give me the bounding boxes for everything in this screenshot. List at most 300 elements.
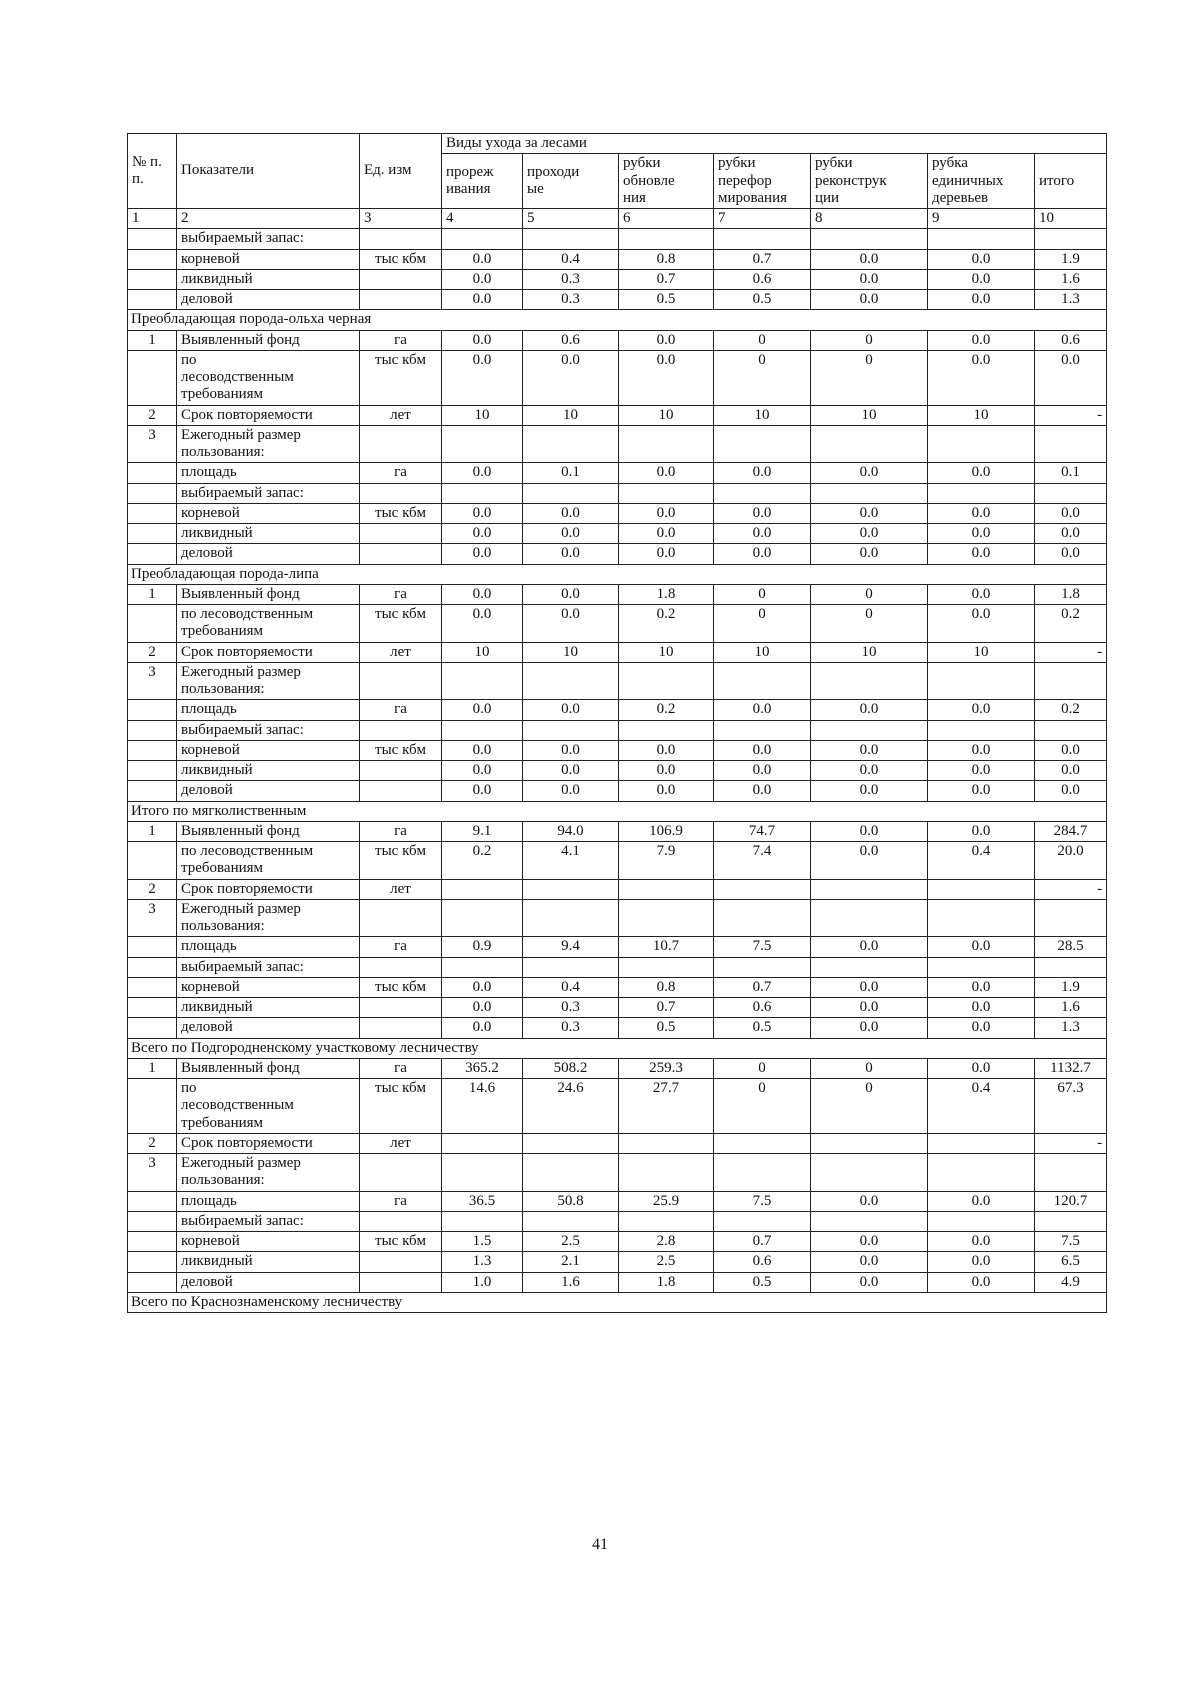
table-row xyxy=(128,584,1107,604)
table-row xyxy=(128,605,1107,643)
value-cell: 0.0 xyxy=(523,781,619,801)
table-header-row xyxy=(128,134,1107,154)
value-cell xyxy=(811,957,928,977)
column-number: 2 xyxy=(177,209,360,229)
unit-cell xyxy=(360,544,442,564)
indicator-cell: Срок повторяемости xyxy=(177,879,360,899)
value-cell: 0.0 xyxy=(442,350,523,405)
value-cell xyxy=(619,483,714,503)
value-cell: 0.1 xyxy=(1035,463,1107,483)
indicator-cell: ликвидный xyxy=(177,998,360,1018)
row-number xyxy=(128,1018,177,1038)
indicator-cell: ликвидный xyxy=(177,269,360,289)
table-row xyxy=(128,740,1107,760)
unit-cell: га xyxy=(360,937,442,957)
value-cell: 0 xyxy=(811,1058,928,1078)
value-cell: 7.9 xyxy=(619,842,714,880)
indicator-cell: площадь xyxy=(177,463,360,483)
table-row xyxy=(128,483,1107,503)
value-cell: 0.4 xyxy=(928,842,1035,880)
value-cell xyxy=(811,720,928,740)
value-cell: 0.0 xyxy=(619,330,714,350)
value-cell: 0.0 xyxy=(811,740,928,760)
value-cell: - xyxy=(1035,642,1107,662)
table-row xyxy=(128,269,1107,289)
table-row xyxy=(128,463,1107,483)
unit-cell xyxy=(360,1154,442,1192)
value-cell: 0.2 xyxy=(442,842,523,880)
table-row xyxy=(128,425,1107,463)
value-cell: 0.0 xyxy=(442,269,523,289)
value-cell: 0.0 xyxy=(442,463,523,483)
value-cell: 0.0 xyxy=(928,605,1035,643)
value-cell xyxy=(928,1154,1035,1192)
row-number xyxy=(128,463,177,483)
unit-cell: тыс кбм xyxy=(360,740,442,760)
indicator-cell: ликвидный xyxy=(177,761,360,781)
value-cell: 0.0 xyxy=(928,503,1035,523)
value-cell: 0.0 xyxy=(523,350,619,405)
value-cell: 0 xyxy=(714,1079,811,1134)
table-row xyxy=(128,290,1107,310)
value-cell xyxy=(442,1133,523,1153)
row-number xyxy=(128,503,177,523)
value-cell: 10 xyxy=(442,642,523,662)
row-number: 2 xyxy=(128,879,177,899)
value-cell: 0.0 xyxy=(442,249,523,269)
value-cell: 1.3 xyxy=(442,1252,523,1272)
value-cell xyxy=(928,1133,1035,1153)
value-cell: 0.5 xyxy=(619,290,714,310)
column-number: 9 xyxy=(928,209,1035,229)
value-cell xyxy=(619,1154,714,1192)
value-cell xyxy=(442,1154,523,1192)
table-row xyxy=(128,229,1107,249)
indicator-cell: выбираемый запас: xyxy=(177,720,360,740)
value-cell: 0.7 xyxy=(714,977,811,997)
value-cell xyxy=(1035,662,1107,700)
unit-cell xyxy=(360,524,442,544)
value-cell: 0.0 xyxy=(811,1232,928,1252)
value-cell xyxy=(928,662,1035,700)
value-cell: 0.0 xyxy=(619,740,714,760)
page-number: 41 xyxy=(592,1536,608,1553)
value-cell: 0.0 xyxy=(928,1018,1035,1038)
table-row xyxy=(128,330,1107,350)
unit-cell: га xyxy=(360,463,442,483)
section-heading: Всего по Краснознаменскому лесничеству xyxy=(128,1292,1107,1312)
row-number xyxy=(128,937,177,957)
value-cell xyxy=(442,483,523,503)
value-cell: 0 xyxy=(811,584,928,604)
row-number xyxy=(128,700,177,720)
value-cell: 24.6 xyxy=(523,1079,619,1134)
unit-cell xyxy=(360,998,442,1018)
indicator-cell: деловой xyxy=(177,1018,360,1038)
value-cell: 10.7 xyxy=(619,937,714,957)
table-row xyxy=(128,1079,1107,1134)
value-cell: 0.0 xyxy=(619,544,714,564)
column-number: 1 xyxy=(128,209,177,229)
row-number xyxy=(128,544,177,564)
row-number xyxy=(128,740,177,760)
value-cell: 0.0 xyxy=(811,761,928,781)
value-cell: 4.1 xyxy=(523,842,619,880)
value-cell: 0 xyxy=(714,330,811,350)
value-cell: 0.0 xyxy=(928,290,1035,310)
value-cell: 0.0 xyxy=(1035,781,1107,801)
value-cell xyxy=(714,1154,811,1192)
value-cell: 0.7 xyxy=(714,249,811,269)
unit-cell: лет xyxy=(360,1133,442,1153)
value-cell: 10 xyxy=(811,642,928,662)
value-cell: 20.0 xyxy=(1035,842,1107,880)
value-cell: 2.5 xyxy=(523,1232,619,1252)
table-row xyxy=(128,1232,1107,1252)
value-cell: - xyxy=(1035,1133,1107,1153)
value-cell: 0.0 xyxy=(928,1252,1035,1272)
column-number: 5 xyxy=(523,209,619,229)
value-cell: 0.0 xyxy=(442,977,523,997)
unit-cell xyxy=(360,483,442,503)
table-row xyxy=(128,503,1107,523)
value-cell: 0.0 xyxy=(811,269,928,289)
value-cell: 0.4 xyxy=(523,249,619,269)
value-cell xyxy=(811,483,928,503)
value-cell: 0.0 xyxy=(928,1191,1035,1211)
value-cell: 10 xyxy=(811,405,928,425)
unit-cell xyxy=(360,1018,442,1038)
value-cell: 0.0 xyxy=(619,761,714,781)
unit-cell: тыс кбм xyxy=(360,1232,442,1252)
value-cell: 0.6 xyxy=(1035,330,1107,350)
table-row xyxy=(128,544,1107,564)
table-row xyxy=(128,1272,1107,1292)
value-cell: 1.9 xyxy=(1035,977,1107,997)
value-cell: 0.0 xyxy=(442,781,523,801)
table-row xyxy=(128,249,1107,269)
value-cell: 0 xyxy=(714,1058,811,1078)
value-cell xyxy=(523,483,619,503)
header-col: проходи ые xyxy=(523,154,619,209)
value-cell: 0.0 xyxy=(442,330,523,350)
table-row xyxy=(128,781,1107,801)
value-cell: 1.8 xyxy=(619,1272,714,1292)
value-cell: 10 xyxy=(928,405,1035,425)
value-cell: 259.3 xyxy=(619,1058,714,1078)
table-row xyxy=(128,977,1107,997)
unit-cell xyxy=(360,290,442,310)
value-cell: 0.5 xyxy=(619,1018,714,1038)
value-cell xyxy=(523,1133,619,1153)
indicator-cell: Срок повторяемости xyxy=(177,1133,360,1153)
table-row xyxy=(128,821,1107,841)
value-cell: 10 xyxy=(619,405,714,425)
indicator-cell: по лесоводственным требованиям xyxy=(177,350,360,405)
table-row xyxy=(128,700,1107,720)
value-cell: 0.0 xyxy=(442,761,523,781)
value-cell: 0.0 xyxy=(811,503,928,523)
value-cell xyxy=(442,229,523,249)
column-number: 6 xyxy=(619,209,714,229)
value-cell: 0.0 xyxy=(928,463,1035,483)
value-cell: 0 xyxy=(714,605,811,643)
indicator-cell: деловой xyxy=(177,781,360,801)
unit-cell: тыс кбм xyxy=(360,842,442,880)
value-cell: 0.0 xyxy=(811,842,928,880)
unit-cell xyxy=(360,229,442,249)
value-cell: 0.0 xyxy=(928,1272,1035,1292)
header-col: рубки обновле ния xyxy=(619,154,714,209)
value-cell: 7.4 xyxy=(714,842,811,880)
forest-care-table xyxy=(127,133,1107,1313)
value-cell: 0.0 xyxy=(714,463,811,483)
value-cell: 0.0 xyxy=(523,584,619,604)
row-number xyxy=(128,998,177,1018)
value-cell: 4.9 xyxy=(1035,1272,1107,1292)
value-cell: 0.0 xyxy=(1035,503,1107,523)
table-row xyxy=(128,937,1107,957)
value-cell: 1.3 xyxy=(1035,1018,1107,1038)
value-cell xyxy=(523,662,619,700)
indicator-cell: ликвидный xyxy=(177,524,360,544)
row-number: 2 xyxy=(128,1133,177,1153)
indicator-cell: Срок повторяемости xyxy=(177,642,360,662)
value-cell: 9.4 xyxy=(523,937,619,957)
value-cell: 0.0 xyxy=(928,761,1035,781)
header-col: рубка единичных деревьев xyxy=(928,154,1035,209)
row-number xyxy=(128,1079,177,1134)
value-cell: 2.1 xyxy=(523,1252,619,1272)
section-heading: Преобладающая порода-липа xyxy=(128,564,1107,584)
value-cell: 0.0 xyxy=(442,503,523,523)
value-cell: 0.0 xyxy=(619,524,714,544)
value-cell xyxy=(714,1211,811,1231)
value-cell: 0 xyxy=(811,605,928,643)
value-cell: - xyxy=(1035,405,1107,425)
value-cell: 0.6 xyxy=(523,330,619,350)
unit-cell xyxy=(360,662,442,700)
table-row xyxy=(128,1191,1107,1211)
value-cell: 120.7 xyxy=(1035,1191,1107,1211)
value-cell xyxy=(523,1154,619,1192)
unit-cell xyxy=(360,899,442,937)
value-cell xyxy=(442,425,523,463)
value-cell: 1.8 xyxy=(619,584,714,604)
unit-cell: тыс кбм xyxy=(360,605,442,643)
row-number xyxy=(128,249,177,269)
indicator-cell: площадь xyxy=(177,937,360,957)
value-cell: 0.2 xyxy=(619,700,714,720)
header-indicator: Показатели xyxy=(177,134,360,209)
table-row xyxy=(128,524,1107,544)
value-cell: 0.0 xyxy=(811,821,928,841)
value-cell: 2.5 xyxy=(619,1252,714,1272)
row-number xyxy=(128,1272,177,1292)
value-cell xyxy=(928,957,1035,977)
value-cell: 0.0 xyxy=(928,249,1035,269)
value-cell xyxy=(442,1211,523,1231)
value-cell xyxy=(928,483,1035,503)
value-cell: 0.6 xyxy=(714,998,811,1018)
value-cell: 0.5 xyxy=(714,1018,811,1038)
value-cell: 1132.7 xyxy=(1035,1058,1107,1078)
row-number xyxy=(128,1211,177,1231)
header-group: Виды ухода за лесами xyxy=(442,134,1107,154)
value-cell: 0.6 xyxy=(714,1252,811,1272)
value-cell: 10 xyxy=(523,405,619,425)
value-cell xyxy=(523,1211,619,1231)
row-number xyxy=(128,1191,177,1211)
unit-cell: тыс кбм xyxy=(360,249,442,269)
unit-cell: га xyxy=(360,821,442,841)
value-cell: 50.8 xyxy=(523,1191,619,1211)
indicator-cell: по лесоводственным требованиям xyxy=(177,842,360,880)
value-cell: 0.0 xyxy=(714,524,811,544)
value-cell: 0.0 xyxy=(811,463,928,483)
value-cell: 0.0 xyxy=(928,937,1035,957)
value-cell: 1.6 xyxy=(523,1272,619,1292)
indicator-cell: площадь xyxy=(177,700,360,720)
header-col: прореж ивания xyxy=(442,154,523,209)
value-cell: 0.0 xyxy=(928,584,1035,604)
value-cell xyxy=(619,899,714,937)
value-cell xyxy=(714,425,811,463)
value-cell: 0.0 xyxy=(442,700,523,720)
value-cell: 0.0 xyxy=(442,1018,523,1038)
row-number xyxy=(128,761,177,781)
value-cell: 0.0 xyxy=(811,700,928,720)
value-cell: 0.0 xyxy=(811,1191,928,1211)
value-cell: 0.0 xyxy=(523,740,619,760)
row-number xyxy=(128,290,177,310)
indicator-cell: по лесоводственным требованиям xyxy=(177,605,360,643)
column-number: 8 xyxy=(811,209,928,229)
value-cell: 9.1 xyxy=(442,821,523,841)
indicator-cell: площадь xyxy=(177,1191,360,1211)
value-cell: 0.3 xyxy=(523,998,619,1018)
value-cell: 0.0 xyxy=(928,821,1035,841)
value-cell: 1.6 xyxy=(1035,998,1107,1018)
unit-cell: тыс кбм xyxy=(360,1079,442,1134)
table-row xyxy=(128,1058,1107,1078)
column-number: 3 xyxy=(360,209,442,229)
indicator-cell: корневой xyxy=(177,977,360,997)
value-cell xyxy=(1035,899,1107,937)
value-cell: 0.0 xyxy=(523,605,619,643)
value-cell xyxy=(928,899,1035,937)
value-cell: 0.0 xyxy=(714,544,811,564)
value-cell: 0.4 xyxy=(928,1079,1035,1134)
value-cell: 0.0 xyxy=(811,249,928,269)
unit-cell: лет xyxy=(360,405,442,425)
table-row xyxy=(128,879,1107,899)
table-row xyxy=(128,957,1107,977)
table-row xyxy=(128,405,1107,425)
unit-cell xyxy=(360,957,442,977)
value-cell xyxy=(619,1211,714,1231)
value-cell: 0.0 xyxy=(928,1232,1035,1252)
value-cell: 0.0 xyxy=(811,544,928,564)
value-cell xyxy=(714,483,811,503)
indicator-cell: выбираемый запас: xyxy=(177,229,360,249)
value-cell: 0.0 xyxy=(1035,761,1107,781)
value-cell: 14.6 xyxy=(442,1079,523,1134)
value-cell: 0.0 xyxy=(928,977,1035,997)
row-number: 1 xyxy=(128,330,177,350)
value-cell xyxy=(1035,1154,1107,1192)
value-cell: 0.5 xyxy=(714,290,811,310)
value-cell xyxy=(619,879,714,899)
value-cell xyxy=(928,879,1035,899)
indicator-cell: корневой xyxy=(177,1232,360,1252)
value-cell: 0.0 xyxy=(811,998,928,1018)
value-cell: 0.0 xyxy=(442,524,523,544)
indicator-cell: Выявленный фонд xyxy=(177,821,360,841)
value-cell xyxy=(811,1154,928,1192)
value-cell: 7.5 xyxy=(1035,1232,1107,1252)
indicator-cell: выбираемый запас: xyxy=(177,1211,360,1231)
value-cell: 0.8 xyxy=(619,249,714,269)
column-number: 10 xyxy=(1035,209,1107,229)
value-cell: 0.7 xyxy=(619,998,714,1018)
value-cell xyxy=(811,879,928,899)
value-cell: 0.0 xyxy=(442,998,523,1018)
value-cell: 10 xyxy=(619,642,714,662)
value-cell xyxy=(523,425,619,463)
value-cell xyxy=(811,1133,928,1153)
value-cell: 0.0 xyxy=(1035,350,1107,405)
value-cell xyxy=(1035,229,1107,249)
value-cell: 0.5 xyxy=(714,1272,811,1292)
value-cell: 1.9 xyxy=(1035,249,1107,269)
value-cell: 74.7 xyxy=(714,821,811,841)
value-cell: 0.0 xyxy=(523,700,619,720)
value-cell: 0.0 xyxy=(928,998,1035,1018)
value-cell: 1.8 xyxy=(1035,584,1107,604)
section-heading: Преобладающая порода-ольха черная xyxy=(128,310,1107,330)
section-heading-row xyxy=(128,310,1107,330)
value-cell xyxy=(442,720,523,740)
row-number: 3 xyxy=(128,425,177,463)
value-cell: 0.3 xyxy=(523,290,619,310)
value-cell: 0.4 xyxy=(523,977,619,997)
value-cell: 0.1 xyxy=(523,463,619,483)
value-cell xyxy=(619,425,714,463)
column-number-row xyxy=(128,209,1107,229)
indicator-cell: Ежегодный размер пользования: xyxy=(177,899,360,937)
table-row xyxy=(128,1133,1107,1153)
value-cell xyxy=(714,1133,811,1153)
section-heading-row xyxy=(128,564,1107,584)
section-heading: Всего по Подгородненскому участковому лесничеству xyxy=(128,1038,1107,1058)
unit-cell: лет xyxy=(360,642,442,662)
value-cell: 0.2 xyxy=(1035,700,1107,720)
value-cell: 1.6 xyxy=(1035,269,1107,289)
column-number: 7 xyxy=(714,209,811,229)
value-cell: 1.0 xyxy=(442,1272,523,1292)
value-cell: 0.9 xyxy=(442,937,523,957)
value-cell xyxy=(1035,1211,1107,1231)
table-row xyxy=(128,1154,1107,1192)
value-cell xyxy=(1035,957,1107,977)
value-cell xyxy=(619,957,714,977)
header-unit: Ед. изм xyxy=(360,134,442,209)
value-cell: 0.0 xyxy=(1035,740,1107,760)
indicator-cell: ликвидный xyxy=(177,1252,360,1272)
value-cell xyxy=(1035,483,1107,503)
indicator-cell: выбираемый запас: xyxy=(177,483,360,503)
